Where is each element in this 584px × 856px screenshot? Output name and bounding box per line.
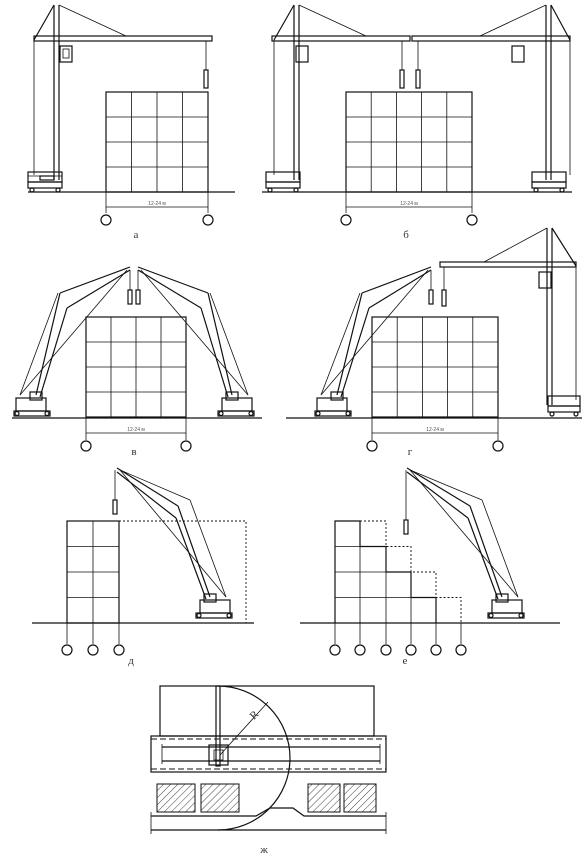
panel-a — [28, 5, 235, 241]
axis-marker — [62, 645, 72, 655]
panel-caption: б — [403, 229, 409, 241]
building-stepped — [335, 521, 436, 623]
stack-pad — [157, 784, 195, 812]
hook-block — [136, 290, 140, 304]
axis-marker — [341, 215, 351, 225]
axis-marker — [181, 441, 191, 451]
building-grid — [67, 521, 119, 623]
tower-crane-base — [209, 745, 228, 765]
panel-b — [262, 5, 572, 241]
hook-block — [442, 290, 446, 306]
operator-cabin — [539, 272, 551, 288]
dimension-line — [341, 192, 477, 225]
panel-zh — [151, 686, 386, 856]
panel-caption: в — [131, 446, 137, 458]
panel-caption: ж — [260, 844, 268, 856]
hook-block — [113, 500, 117, 514]
axis-marker — [493, 441, 503, 451]
axis-marker — [381, 645, 391, 655]
axis-marker — [203, 215, 213, 225]
stack-pad — [308, 784, 340, 812]
building-grid — [86, 317, 186, 417]
axis-marker — [355, 645, 365, 655]
axis-marker — [101, 215, 111, 225]
panel-caption: е — [402, 655, 408, 667]
axis-marker — [456, 645, 466, 655]
hook-block — [204, 70, 208, 88]
dimension-label: 12-24 м — [400, 201, 418, 207]
counterweight — [266, 172, 300, 182]
hook-block — [429, 290, 433, 304]
operator-cabin — [296, 46, 308, 62]
dimension-label: 12-24 м — [127, 427, 145, 433]
crawler-crane-left — [14, 267, 132, 416]
crawler-crane — [113, 468, 232, 618]
tower-crane — [28, 5, 212, 192]
axis-marker — [431, 645, 441, 655]
tower-crane — [440, 228, 580, 416]
tower-crane-left — [266, 5, 410, 192]
axis-markers — [330, 623, 466, 655]
building-grid — [346, 92, 472, 192]
crawler-crane-right — [136, 267, 254, 416]
hook-block — [416, 70, 420, 88]
axis-marker — [114, 645, 124, 655]
crane-track-bed — [151, 736, 386, 772]
panel-v — [12, 267, 262, 458]
operator-cabin — [512, 46, 524, 62]
dimension-label: 12-24 м — [426, 427, 444, 433]
crane-jib-plan — [216, 686, 220, 766]
counterweight — [532, 172, 566, 182]
crawler-crane — [315, 267, 433, 416]
panel-g — [286, 228, 582, 458]
dimension-label: 12-24 м — [148, 201, 166, 207]
axis-marker — [88, 645, 98, 655]
axis-marker — [467, 215, 477, 225]
stack-pad — [344, 784, 376, 812]
axis-markers — [62, 623, 124, 655]
operator-cabin — [60, 46, 72, 62]
axis-marker — [406, 645, 416, 655]
hook-block — [400, 70, 404, 88]
building-grid — [106, 92, 208, 192]
storage-area — [151, 784, 386, 834]
stack-pad — [201, 784, 239, 812]
counterweight — [548, 396, 580, 406]
hook-block — [404, 520, 408, 534]
dimension-line — [101, 192, 213, 225]
tower-crane-right — [412, 5, 570, 192]
axis-marker — [330, 645, 340, 655]
crawler-crane — [404, 468, 524, 618]
panel-e — [300, 468, 560, 667]
building-grid — [372, 317, 498, 417]
hook-block — [128, 290, 132, 304]
dimension-line — [367, 417, 503, 451]
axis-marker — [81, 441, 91, 451]
panel-caption: д — [128, 655, 134, 667]
radius-label: R — [247, 708, 262, 723]
panel-caption: а — [133, 229, 139, 241]
panel-caption: г — [407, 446, 413, 458]
building-plan — [160, 686, 374, 736]
axis-marker — [367, 441, 377, 451]
panel-d — [32, 468, 254, 667]
